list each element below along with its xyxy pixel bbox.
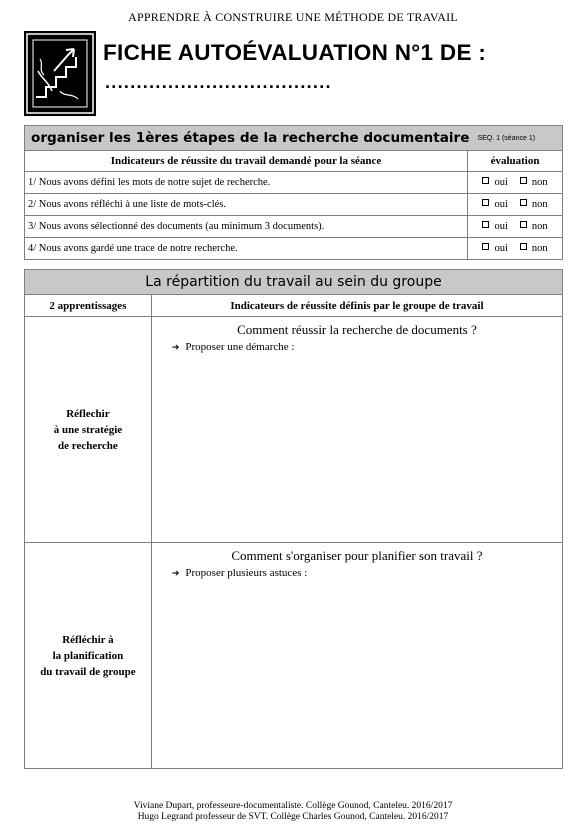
no-checkbox[interactable] — [520, 243, 548, 254]
skill-line: la planification — [52, 649, 124, 662]
self-evaluation-table — [24, 125, 563, 260]
skill-cell — [25, 543, 152, 769]
skill-line: Réfléchir à — [62, 633, 114, 646]
evaluation-cell — [468, 172, 563, 194]
no-label: non — [531, 199, 548, 210]
staircase-arrow-logo — [24, 31, 96, 116]
checkbox-icon — [482, 199, 489, 206]
guiding-question: Comment réussir la recherche de documents ? — [237, 322, 477, 337]
section1-header-row — [25, 151, 563, 172]
evaluation-cell — [468, 216, 563, 238]
page-header: APPRENDRE À CONSTRUIRE UNE MÉTHODE DE TRAVAIL — [128, 10, 458, 24]
sequence-label: SEQ. 1 (séance 1) — [477, 135, 536, 142]
footer-line: Viviane Dupart, professeure-documentaliste. Collège Gounod, Canteleu. 2016/2017 — [133, 801, 453, 811]
no-checkbox[interactable] — [520, 199, 548, 210]
table-row — [25, 194, 563, 216]
indicator-item: 3/ Nous avons sélectionné des documents (au minimum 3 documents). — [25, 216, 468, 238]
skill-line: de recherche — [58, 439, 118, 452]
bullet-text: Proposer plusieurs astuces : — [185, 567, 308, 579]
evaluation-cell — [468, 194, 563, 216]
skill-line: à une stratégie — [53, 423, 123, 436]
bullet-line — [172, 567, 562, 579]
name-dotted-line: .................................... — [105, 72, 332, 92]
no-label: non — [531, 221, 548, 232]
table-row — [25, 317, 563, 543]
section1-title-row — [25, 126, 563, 151]
checkbox-icon — [482, 243, 489, 250]
yes-label: oui — [494, 221, 508, 232]
work-distribution-table — [24, 269, 563, 769]
section1-title: organiser les 1ères étapes de la recherche documentaire — [31, 130, 470, 146]
checkbox-icon — [482, 177, 489, 184]
arrow-bullet-icon: ➔ — [171, 569, 180, 579]
no-label: non — [531, 243, 548, 254]
indicator-item: 4/ Nous avons gardé une trace de notre recherche. — [25, 238, 468, 260]
evaluation-cell — [468, 238, 563, 260]
group-indicators-header: Indicateurs de réussite définis par le groupe de travail — [151, 295, 562, 317]
skill-line: du travail de groupe — [40, 665, 136, 678]
no-checkbox[interactable] — [520, 177, 548, 188]
guiding-question: Comment s'organiser pour planifier son travail ? — [231, 548, 483, 563]
section2-header-row — [25, 295, 563, 317]
skill-line: Réflechir — [66, 407, 110, 420]
skill-cell — [25, 317, 152, 543]
yes-label: oui — [494, 177, 508, 188]
checkbox-icon — [520, 177, 527, 184]
yes-checkbox[interactable] — [482, 177, 507, 188]
table-row — [25, 543, 563, 769]
learning-header: 2 apprentissages — [25, 295, 152, 317]
table-row — [25, 238, 563, 260]
section2-title-row — [25, 270, 563, 295]
checkbox-icon — [482, 221, 489, 228]
checkbox-icon — [520, 221, 527, 228]
indicator-item: 1/ Nous avons défini les mots de notre sujet de recherche. — [25, 172, 468, 194]
no-checkbox[interactable] — [520, 221, 548, 232]
indicator-item: 2/ Nous avons réfléchi à une liste de mots-clés. — [25, 194, 468, 216]
footer — [0, 801, 586, 823]
footer-line: Hugo Legrand professeur de SVT. Collège Charles Gounod, Canteleu. 2016/2017 — [137, 812, 449, 822]
indicators-header: Indicateurs de réussite du travail demandé pour la séance — [25, 151, 468, 172]
table-row — [25, 216, 563, 238]
no-label: non — [531, 177, 548, 188]
answer-area[interactable] — [151, 317, 562, 543]
checkbox-icon — [520, 199, 527, 206]
yes-checkbox[interactable] — [482, 221, 507, 232]
yes-checkbox[interactable] — [482, 243, 507, 254]
evaluation-header: évaluation — [468, 151, 563, 172]
section2-title: La répartition du travail au sein du groupe — [25, 270, 563, 295]
bullet-line — [172, 341, 562, 353]
yes-checkbox[interactable] — [482, 199, 507, 210]
answer-area[interactable] — [151, 543, 562, 769]
bullet-text: Proposer une démarche : — [185, 341, 295, 353]
table-row — [25, 172, 563, 194]
yes-label: oui — [494, 243, 508, 254]
checkbox-icon — [520, 243, 527, 250]
page-title: FICHE AUTOÉVALUATION N°1 DE : — [103, 40, 487, 65]
yes-label: oui — [494, 199, 508, 210]
arrow-bullet-icon: ➔ — [171, 343, 180, 353]
